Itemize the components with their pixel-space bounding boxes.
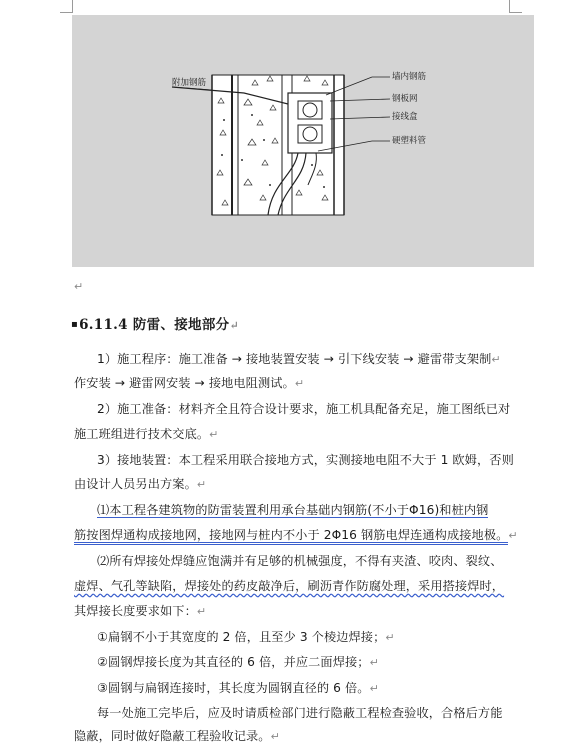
paragraph-mark: ↵ <box>229 319 239 332</box>
text-line-10: 虚焊、气孔等缺陷，焊接处的药皮敲净后，刷沥青作防腐处理，采用搭接焊时， <box>74 579 505 593</box>
text-line-6: 由设计人员另出方案。↵ <box>74 477 207 491</box>
text-line-14: ③圆钢与扁钢连接时，其长度为圆钢直径的 6 倍。↵ <box>97 681 379 695</box>
text-line-3: 2）施工准备：材料齐全且符合设计要求，施工机具配备充足，施工图纸已对 <box>97 402 511 416</box>
section-title: 防雷、接地部分 <box>132 317 230 333</box>
label-conduit: 硬塑料管 <box>392 136 427 146</box>
text-line-4: 施工班组进行技术交底。↵ <box>74 427 219 441</box>
text-line-5: 3）接地装置：本工程采用联合接地方式，实测接地电阻不大于 1 欧姆，否则 <box>97 453 514 467</box>
text-line-9: ⑵所有焊接处焊缝应饱满并有足够的机械强度，不得有夹渣、咬肉、裂纹、 <box>97 554 503 568</box>
text-line-13: ②圆钢焊接长度为其直径的 6 倍，并应二面焊接；↵ <box>97 655 379 669</box>
label-wall-rebar: 墙内钢筋 <box>392 72 427 82</box>
heading-bullet: ▪ <box>71 319 79 330</box>
label-steel-wire: 钢板网 <box>392 94 418 104</box>
section-heading <box>71 313 239 333</box>
text-line-8: 筋按图焊通构成接地网，接地网与桩内不小于 2Φ16 钢筋电焊连通构成接地极。↵ <box>74 527 518 544</box>
page-corner-top-left <box>60 0 73 13</box>
paragraph-mark: ↵ <box>74 280 84 293</box>
text-line-2: 作安装 → 避雷网安装 → 接地电阻测试。↵ <box>74 376 305 390</box>
label-junction-box: 接线盒 <box>392 112 418 122</box>
wall-section-figure <box>72 15 534 267</box>
label-added-rebar: 附加钢筋 <box>172 78 207 88</box>
text-line-16: 隐蔽，同时做好隐蔽工程验收记录。↵ <box>74 729 280 743</box>
text-line-12: ①扁钢不小于其宽度的 2 倍，且至少 3 个棱边焊接；↵ <box>97 630 395 644</box>
section-number: 6.11.4 <box>79 317 128 333</box>
text-line-15: 每一处施工完毕后，应及时请质检部门进行隐蔽工程检查验收，合格后方能 <box>97 706 503 720</box>
text-line-7: ⑴本工程各建筑物的防雷装置利用承台基础内钢筋(不小于Φ16)和桩内钢 <box>97 503 489 517</box>
page-corner-top-right <box>509 0 522 13</box>
text-line-1: 1）施工程序：施工准备 → 接地装置安装 → 引下线安装 → 避雷带支架制↵ <box>97 352 501 366</box>
text-line-11: 其焊接长度要求如下：↵ <box>74 604 207 618</box>
wall-section-drawing <box>72 15 534 267</box>
